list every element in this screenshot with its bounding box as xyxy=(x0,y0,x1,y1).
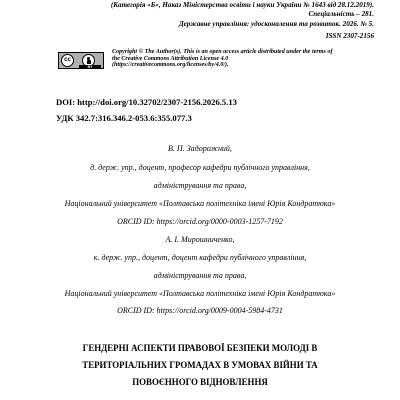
author-2-department: адміністрування та права, xyxy=(153,271,247,280)
author-1-name: В. П. Задорожний, xyxy=(168,144,232,153)
author-1-position: д. держ. упр., доцент, професор кафедри публічного управління, xyxy=(90,163,310,172)
copyright-line-1: Copyright © The Author(s). This is an open access article distributed under the terms of xyxy=(112,49,333,55)
author-1-orcid[interactable]: ORCID ID: https://orcid.org/0000-0003-1257-7192 xyxy=(117,217,283,226)
article-title-line-3: ПОВОЄННОГО ВІДНОВЛЕННЯ xyxy=(132,377,268,387)
author-2-affiliation: Національний університет «Полтавська політехніка імені Юрія Кондратюка» xyxy=(64,289,336,298)
journal-title-line: Державне управління: удосконалення та розвиток. 2026. № 5. xyxy=(178,20,374,28)
author-1-department: адміністрування та права, xyxy=(153,181,247,190)
udk-code: УДК 342.7:316.346.2-053.6:355.077.3 xyxy=(56,113,192,123)
doi-link[interactable]: DOI: http://doi.org/10.32702/2307-2156.2026.5.13 xyxy=(56,97,237,107)
journal-category-line: (Категорія «Б», Наказ Міністерства освіти і науки України № 1643 від 28.12.2019). xyxy=(110,1,374,9)
author-1-affiliation: Національний університет «Полтавська політехніка імені Юрія Кондратюка» xyxy=(64,199,336,208)
copyright-notice xyxy=(112,49,382,69)
creative-commons-icon: cc xyxy=(61,54,74,67)
article-title-line-2: ТЕРИТОРІАЛЬНИХ ГРОМАДАХ В УМОВАХ ВІЙНИ ТА xyxy=(82,360,318,370)
author-2-orcid[interactable]: ORCID ID: https://orcid.org/0009-0004-5984-4731 xyxy=(117,306,283,315)
journal-issn-line: ISSN 2307-2156 xyxy=(325,32,374,40)
by-label: BY xyxy=(79,65,101,69)
copyright-line-2: the Creative Commons Attribution License 4.0 xyxy=(112,55,229,62)
author-2-name: А. І. Мирошниченко, xyxy=(165,235,235,244)
journal-specialty-line: Спеціальність – 281. xyxy=(308,10,374,18)
cc-by-license-badge[interactable] xyxy=(58,52,104,69)
license-url-line[interactable]: (https://creativecommons.org/licenses/by/4.0/). xyxy=(112,62,229,69)
article-title-line-1: ГЕНДЕРНІ АСПЕКТИ ПРАВОВОЇ БЕЗПЕКИ МОЛОДІ В xyxy=(82,343,318,353)
author-2-position: к. держ. упр., доцент, доцент кафедри публічного управління, xyxy=(93,253,307,262)
